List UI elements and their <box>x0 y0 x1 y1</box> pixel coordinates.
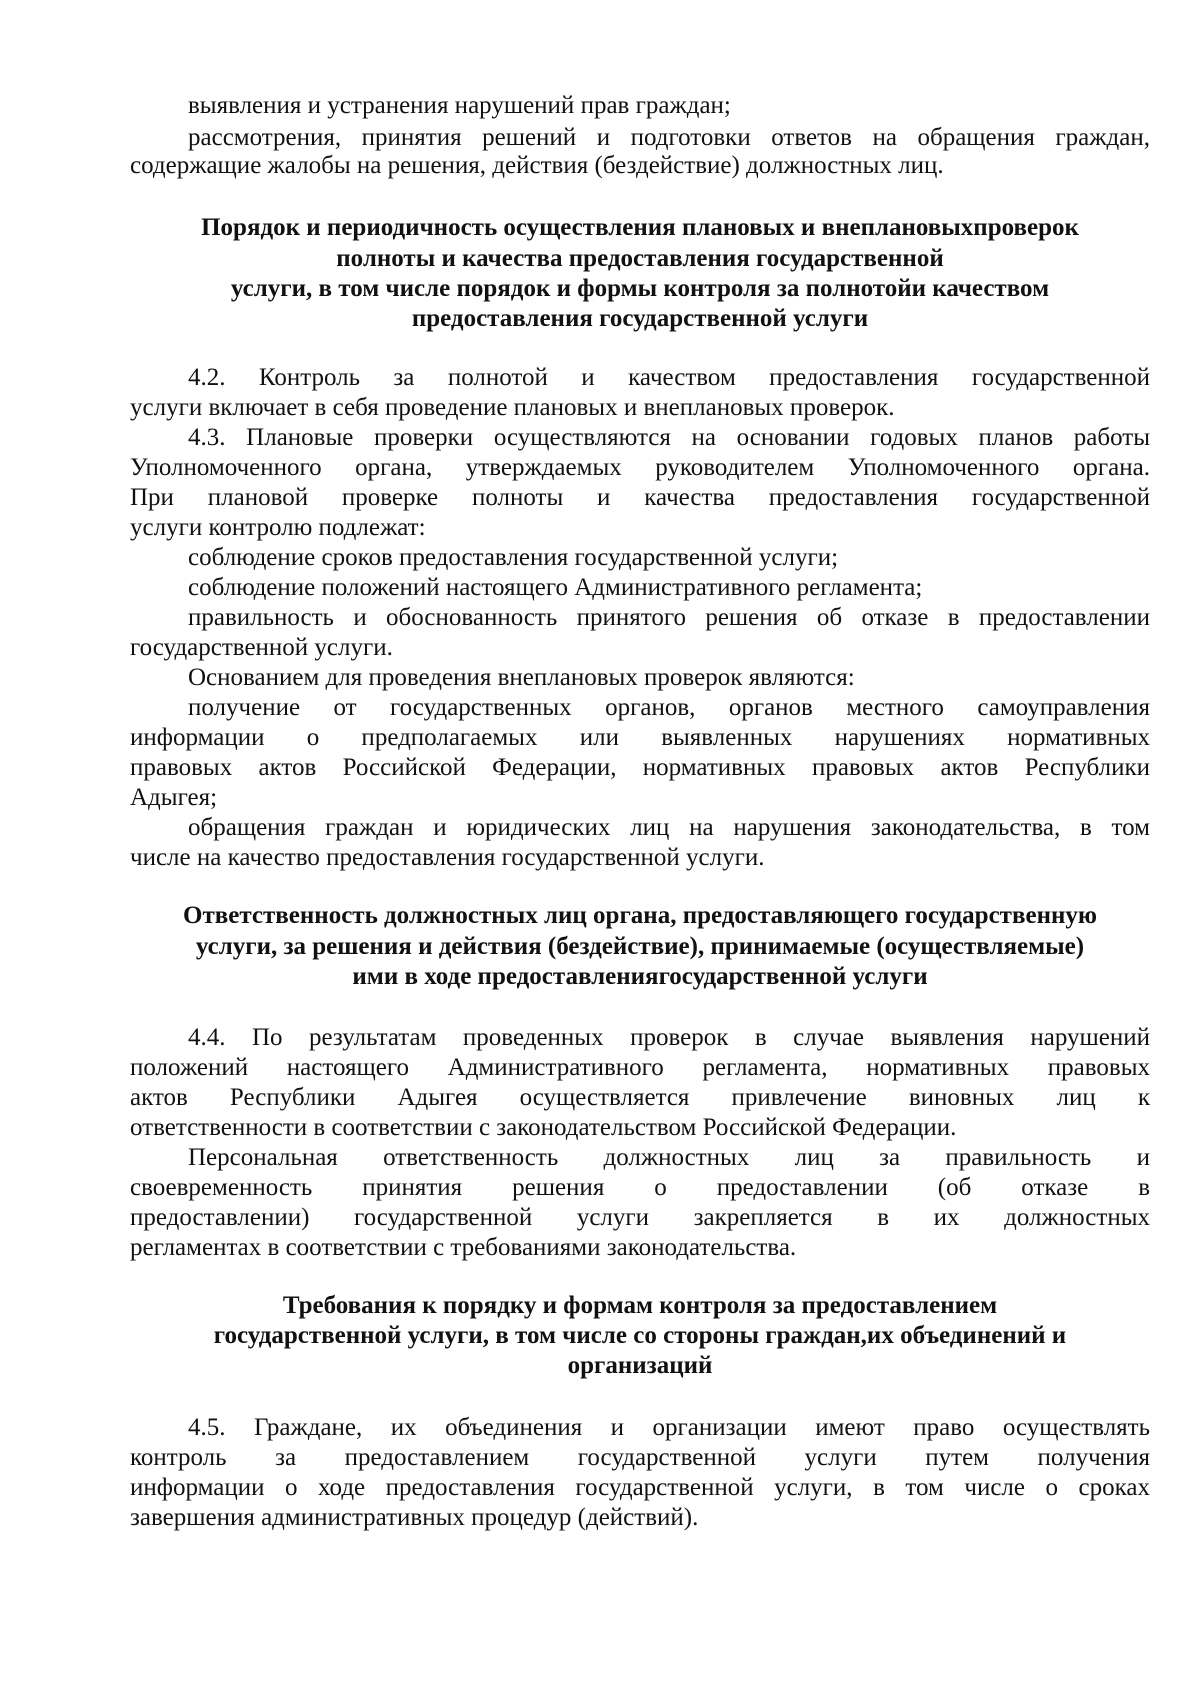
paragraph-line: своевременность принятия решения о предоставлении (об отказе в <box>130 1174 1150 1201</box>
paragraph-line: услуги контролю подлежат: <box>130 514 426 541</box>
section-heading: организаций <box>567 1352 713 1379</box>
section-heading: государственной услуги, в том числе со стороны граждан,их объединений и <box>213 1322 1067 1349</box>
paragraph-line: соблюдение сроков предоставления государственной услуги; <box>188 544 839 571</box>
section-heading: услуги, за решения и действия (бездействие), принимаемые (осуществляемые) <box>195 933 1085 960</box>
section-heading: Требования к порядку и формам контроля за предоставлением <box>282 1292 998 1319</box>
paragraph-line: Основанием для проведения внеплановых проверок являются: <box>188 664 855 691</box>
paragraph-line: 4.2. Контроль за полнотой и качеством предоставления государственной <box>188 364 1150 391</box>
paragraph-line: 4.4. По результатам проведенных проверок в случае выявления нарушений <box>188 1024 1150 1051</box>
paragraph-line: Уполномоченного органа, утверждаемых руководителем Уполномоченного органа. <box>130 454 1150 481</box>
paragraph-line: информации о предполагаемых или выявленных нарушениях нормативных <box>130 724 1150 751</box>
paragraph-line: актов Республики Адыгея осуществляется привлечение виновных лиц к <box>130 1084 1150 1111</box>
paragraph-line: контроль за предоставлением государственной услуги путем получения <box>130 1444 1150 1471</box>
paragraph-line: Адыгея; <box>130 784 218 811</box>
paragraph-line: ответственности в соответствии с законодательством Российской Федерации. <box>130 1114 957 1141</box>
paragraph-line: правовых актов Российской Федерации, нормативных правовых актов Республики <box>130 754 1150 781</box>
section-heading: ими в ходе предоставлениягосударственной услуги <box>352 963 928 990</box>
section-heading: Ответственность должностных лиц органа, предоставляющего государственную <box>183 902 1097 929</box>
paragraph-line: государственной услуги. <box>130 634 393 661</box>
paragraph-line: правильность и обоснованность принятого решения об отказе в предоставлении <box>188 604 1150 631</box>
paragraph-line: выявления и устранения нарушений прав граждан; <box>188 92 731 119</box>
section-heading: услуги, в том числе порядок и формы контроля за полнотойи качеством <box>230 275 1050 302</box>
paragraph-line: завершения административных процедур (действий). <box>130 1504 699 1531</box>
paragraph-line: 4.3. Плановые проверки осуществляются на основании годовых планов работы <box>188 424 1150 451</box>
paragraph-line: информации о ходе предоставления государственной услуги, в том числе о сроках <box>130 1474 1150 1501</box>
paragraph-line: положений настоящего Административного регламента, нормативных правовых <box>130 1054 1150 1081</box>
section-heading: Порядок и периодичность осуществления плановых и внеплановыхпроверок <box>201 214 1079 241</box>
paragraph-line: услуги включает в себя проведение плановых и внеплановых проверок. <box>130 394 895 421</box>
paragraph-line: регламентах в соответствии с требованиями законодательства. <box>130 1234 797 1261</box>
paragraph-line: содержащие жалобы на решения, действия (бездействие) должностных лиц. <box>130 152 944 179</box>
section-heading: полноты и качества предоставления государственной <box>336 245 944 272</box>
paragraph-line: предоставлении) государственной услуги закрепляется в их должностных <box>130 1204 1150 1231</box>
paragraph-line: рассмотрения, принятия решений и подготовки ответов на обращения граждан, <box>188 124 1150 151</box>
paragraph-line: Персональная ответственность должностных лиц за правильность и <box>188 1144 1150 1171</box>
paragraph-line: получение от государственных органов, органов местного самоуправления <box>188 694 1150 721</box>
paragraph-line: числе на качество предоставления государственной услуги. <box>130 844 765 871</box>
paragraph-line: обращения граждан и юридических лиц на нарушения законодательства, в том <box>188 814 1150 841</box>
section-heading: предоставления государственной услуги <box>411 305 869 332</box>
paragraph-line: соблюдение положений настоящего Административного регламента; <box>188 574 923 601</box>
paragraph-line: При плановой проверке полноты и качества предоставления государственной <box>130 484 1150 511</box>
paragraph-line: 4.5. Граждане, их объединения и организации имеют право осуществлять <box>188 1414 1150 1441</box>
